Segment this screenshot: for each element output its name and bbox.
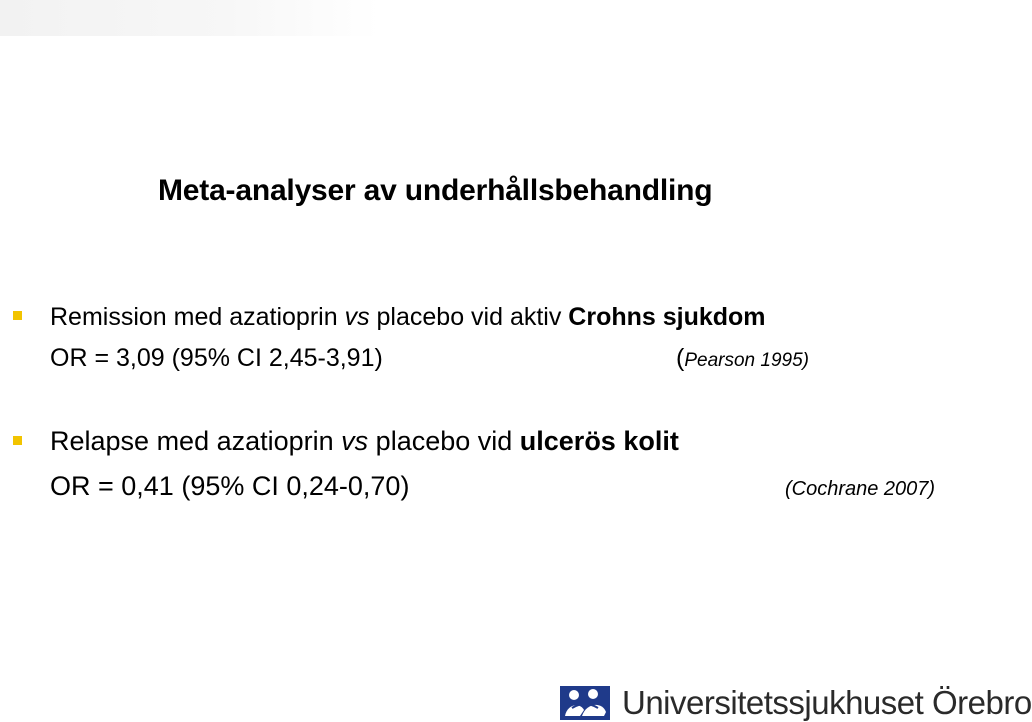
- bullet-2: [13, 436, 22, 445]
- item-1-or-line: OR = 3,09 (95% CI 2,45-3,91): [50, 344, 383, 372]
- item-1-mid: placebo vid aktiv: [369, 303, 569, 331]
- bullet-1: [13, 311, 22, 320]
- item-2-lead: Relapse med azatioprin: [50, 426, 342, 456]
- logo-people-icon: [560, 686, 610, 720]
- item-1-bold: Crohns sjukdom: [568, 303, 766, 331]
- item-1-vs: vs: [344, 303, 370, 331]
- logo-text: Universitetssjukhuset Örebro: [622, 684, 1032, 721]
- item-2-or-line: OR = 0,41 (95% CI 0,24-0,70): [50, 471, 410, 501]
- item-2-bold: ulcerös kolit: [519, 426, 679, 456]
- top-gradient-bar: [0, 0, 380, 36]
- item-2-heading: [50, 426, 679, 457]
- item-1-heading: [50, 303, 766, 332]
- item-1-ref: Pearson 1995): [684, 350, 809, 371]
- item-2-reference: (Cochrane 2007): [785, 478, 936, 500]
- item-1-reference: [676, 344, 809, 373]
- slide-title: Meta-analyser av underhållsbehandling: [158, 174, 713, 207]
- item-2-mid: placebo vid: [368, 426, 520, 456]
- item-2-vs: vs: [341, 426, 369, 456]
- item-1-ref-paren: (: [676, 344, 685, 372]
- hospital-logo: [560, 684, 1032, 722]
- item-1-lead: Remission med azatioprin: [50, 303, 345, 331]
